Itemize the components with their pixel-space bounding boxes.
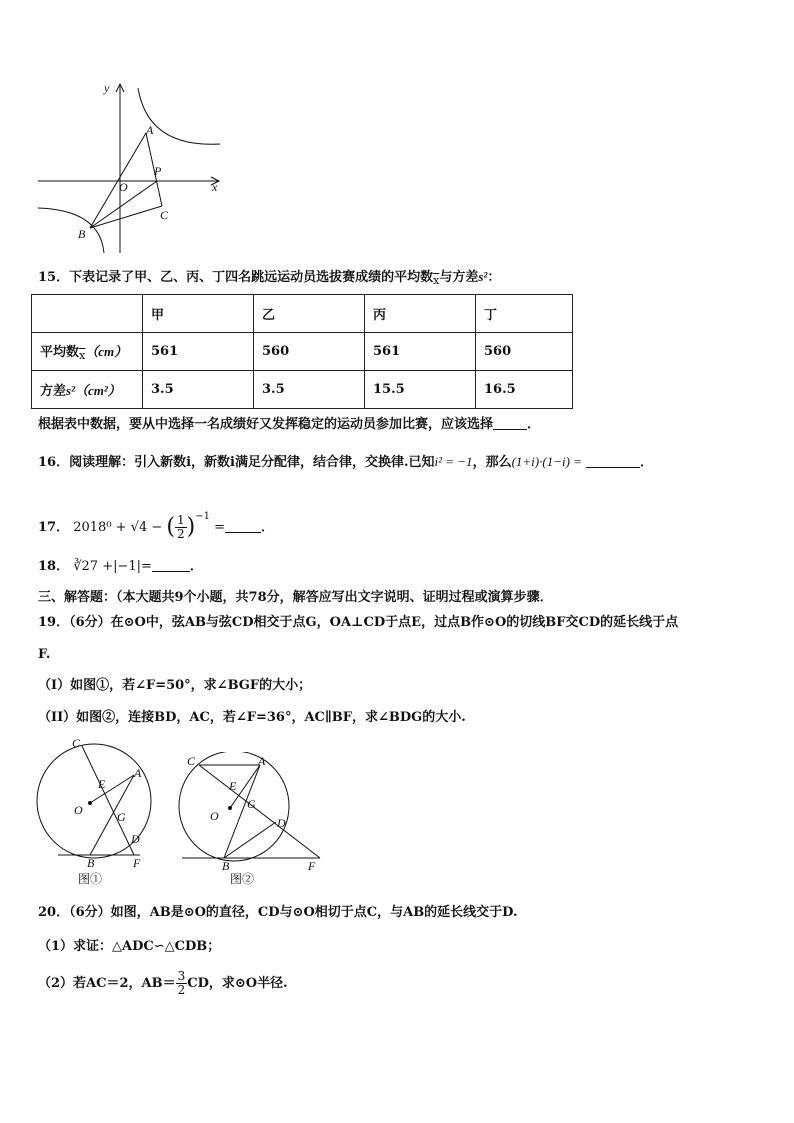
label-F: F <box>308 859 316 873</box>
chord-AB <box>90 775 134 855</box>
answer-blank <box>493 416 527 430</box>
table-cell: 3.5 <box>143 371 254 409</box>
figure-2 <box>172 752 332 888</box>
table-header-ding: 丁 <box>476 295 573 333</box>
label-C: C <box>187 754 196 768</box>
scores-table <box>31 294 573 409</box>
label-O: O <box>210 809 219 823</box>
label-E: E <box>229 779 237 793</box>
table-cell: 560 <box>476 333 573 371</box>
chord-BD <box>224 822 276 858</box>
label-G: G <box>247 797 256 811</box>
table-cell: 561 <box>143 333 254 371</box>
table-cell: 3.5 <box>254 371 365 409</box>
q19-part1: （I）如图①，若∠F=50°，求∠BGF的大小； <box>38 678 312 693</box>
table-row-mean <box>32 333 573 371</box>
label-O: O <box>119 180 128 194</box>
q19-line1: 19．（6分）在⊙O中，弦AB与弦CD相交于点G，OA⊥CD于点E，过点B作⊙O的切线BF交CD的延长线于点 <box>38 615 679 630</box>
section-heading: 三、解答题：（本大题共9个小题，共78分，解答应写出文字说明、证明过程或演算步骤． <box>38 590 553 605</box>
hyperbola-branch-q3 <box>38 208 104 253</box>
label-P: P <box>154 164 162 178</box>
center-dot <box>88 801 92 805</box>
label-G: G <box>117 810 126 824</box>
q20-part2: （2）若AC＝2，AB＝ $\frac{3}{2}$ CD，求⊙O半径. <box>38 969 288 997</box>
label-C: C <box>72 736 81 750</box>
table-header-yi: 乙 <box>254 295 365 333</box>
q19-line2: F. <box>38 647 51 662</box>
table-row-variance <box>32 371 573 409</box>
table-cell: 15.5 <box>365 371 476 409</box>
answer-blank <box>586 454 640 468</box>
label-B: B <box>222 859 230 873</box>
q20-part1: （1）求证：△ADC∽△CDB； <box>38 939 221 954</box>
chord-CD <box>82 746 134 855</box>
label-D: D <box>131 832 140 846</box>
table-header-bing: 丙 <box>365 295 476 333</box>
figure-1 <box>30 735 170 887</box>
label-E: E <box>98 777 106 791</box>
label-A: A <box>134 766 142 780</box>
answer-blank <box>152 558 190 572</box>
figure-2-caption: 图② <box>230 872 255 886</box>
q15-question: 根据表中数据，要从中选择一名成绩好又发挥稳定的运动员参加比赛，应该选择 ． <box>38 417 541 432</box>
table-row-label: 平均数$_{\overline{x}}$（cm） <box>32 333 143 371</box>
table-row-label: 方差s²（cm²） <box>32 371 143 409</box>
table-header-jia: 甲 <box>143 295 254 333</box>
label-y: y <box>104 81 110 95</box>
q15-stem: 15．下表记录了甲、乙、丙、丁四名跳远运动员选拔赛成绩的平均数$_{\overline{x}}$与方差s²： <box>38 269 501 287</box>
table-header-row <box>32 295 573 333</box>
table-cell: 16.5 <box>476 371 573 409</box>
table-cell: 560 <box>254 333 365 371</box>
label-x: x <box>212 180 218 194</box>
label-D: D <box>277 816 286 830</box>
table-cell: 561 <box>365 333 476 371</box>
label-F: F <box>133 856 141 870</box>
answer-blank <box>225 519 261 533</box>
q19-part2: （II）如图②，连接BD，AC，若∠F=36°，AC∥BF，求∠BDG的大小. <box>38 710 466 725</box>
center-dot <box>228 806 232 810</box>
label-C: C <box>160 208 169 222</box>
label-A: A <box>258 754 266 768</box>
q20-line1: 20．（6分）如图，AB是⊙O的直径，CD与⊙O相切于点C，与AB的延长线交于D. <box>38 905 518 920</box>
label-B: B <box>78 227 86 241</box>
circle-O <box>179 752 289 861</box>
label-B: B <box>87 856 95 870</box>
table-cell <box>32 295 143 333</box>
coordinate-graph <box>30 78 230 258</box>
segment-OA <box>90 775 134 803</box>
q17: 17． 2018⁰ + √4 − ( $\frac{1}{2}$ )$^{-1}$ = ． <box>38 511 275 541</box>
label-O: O <box>74 803 83 817</box>
q18: 18． ∛27 +|−1|= ． <box>38 559 203 574</box>
q16: 16．阅读理解：引入新数i，新数i满足分配律，结合律，交换律.已知i² = −1，那么(1+i)·(1−i) = ． <box>38 454 653 470</box>
label-A: A <box>146 123 154 137</box>
figure-1-caption: 图① <box>78 872 103 886</box>
